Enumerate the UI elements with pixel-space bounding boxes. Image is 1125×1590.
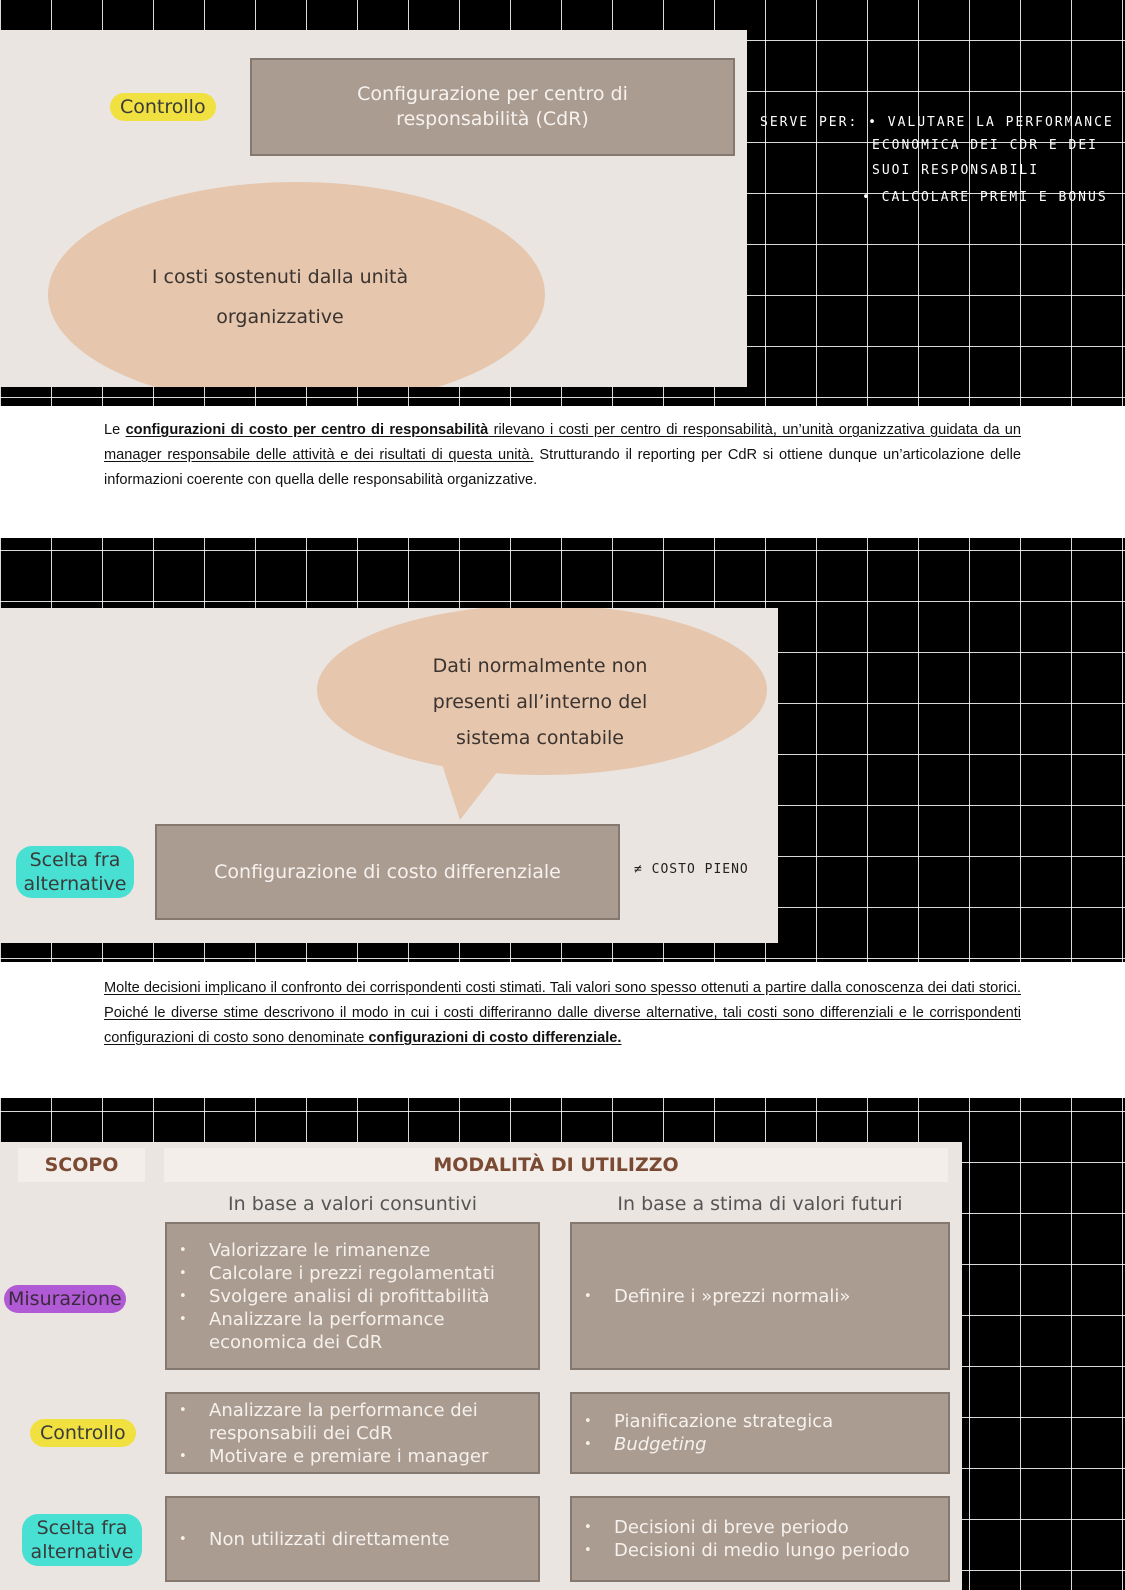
bubble-text: Dati normalmente non presenti all’interno del sistema contabile [432,655,648,749]
cell-controllo-consuntivi [165,1392,540,1474]
list-item: • Svolgere analisi di profittabilità [179,1285,526,1308]
handwritten-line-4: • CALCOLARE PREMI E BONUS [862,190,1108,205]
config-differenziale-box: Configurazione di costo differenziale [155,824,620,920]
paragraph-cdr [0,406,1125,538]
cell-scelta-futuri [570,1496,950,1582]
para1-term: configurazioni di costo per centro di responsabilità [125,422,489,438]
list-item: • Decisioni di breve periodo [584,1516,936,1539]
slide-table [0,1142,962,1590]
para2-text: Molte decisioni implicano il confronto dei corrispondenti costi stimati. Tali valori sono spesso ottenuti a partire dalla conoscenza dei dati storici. Poiché le diverse stime descrivono il modo in cui i costi differiranno dalle diverse alternative, tali costi sono differenziali e le corrispondenti configurazioni di costo sono denominate [104,980,1021,1046]
list-item: • Analizzare la performance dei responsabili dei CdR [179,1399,526,1445]
controllo-highlight: Controllo [110,93,216,121]
cell-misurazione-consuntivi [165,1222,540,1370]
header-modalita: MODALITÀ DI UTILIZZO [164,1148,948,1182]
para1-rest: Strutturando il reporting per CdR si ottiene dunque un’articolazione delle informazioni coerente con quella delle responsabilità organizzative. [104,447,1022,488]
header-scopo: SCOPO [18,1148,145,1182]
list-item: • Motivare e premiare i manager [179,1445,526,1468]
list-item: • Analizzare la performance economica dei CdR [179,1308,526,1354]
list-item: • Pianificazione strategica [584,1410,936,1433]
list-item: • Budgeting [584,1433,936,1456]
cost-blob-text: I costi sostenuti dalla unità organizzative [151,266,409,328]
list-item: • Non utilizzati direttamente [179,1528,526,1551]
paragraph-differenziale [0,962,1125,1098]
scelta-highlight: Scelta fra alternative [16,846,134,898]
col-futuri: In base a stima di valori futuri [617,1193,903,1215]
para2-bold: configurazioni di costo differenziale. [368,1030,622,1046]
col-consuntivi: In base a valori consuntivi [228,1193,477,1215]
slide-cdr [0,30,747,387]
handwritten-line-2: ECONOMICA DEI CDR E DEI [872,138,1099,153]
para1-underlined: rilevano i costi per centro di responsabilità, un’unità organizzativa guidata da un manager responsabile delle attività e dei risultati di questa unità. [104,422,1021,463]
handwritten-line-3: SUOI RESPONSABILI [872,163,1040,178]
list-item: • Definire i »prezzi normali» [584,1285,936,1308]
cell-controllo-futuri [570,1392,950,1474]
para1-intro: Le [104,422,126,438]
handwritten-line-1: SERVE PER: • VALUTARE LA PERFORMANCE [760,115,1114,130]
scope-controllo: Controllo [30,1419,136,1447]
slide-differenziale [0,608,778,943]
cell-misurazione-futuri [570,1222,950,1370]
config-cdr-box: Configurazione per centro di responsabilità (CdR) [250,58,735,156]
handwritten-costo-pieno: ≠ COSTO PIENO [634,862,749,877]
list-item: • Decisioni di medio lungo periodo [584,1539,936,1562]
list-item: • Valorizzare le rimanenze [179,1239,526,1262]
cell-scelta-consuntivi [165,1496,540,1582]
scope-misurazione: Misurazione [4,1285,126,1313]
list-item: • Calcolare i prezzi regolamentati [179,1262,526,1285]
scope-scelta: Scelta fra alternative [22,1514,142,1566]
